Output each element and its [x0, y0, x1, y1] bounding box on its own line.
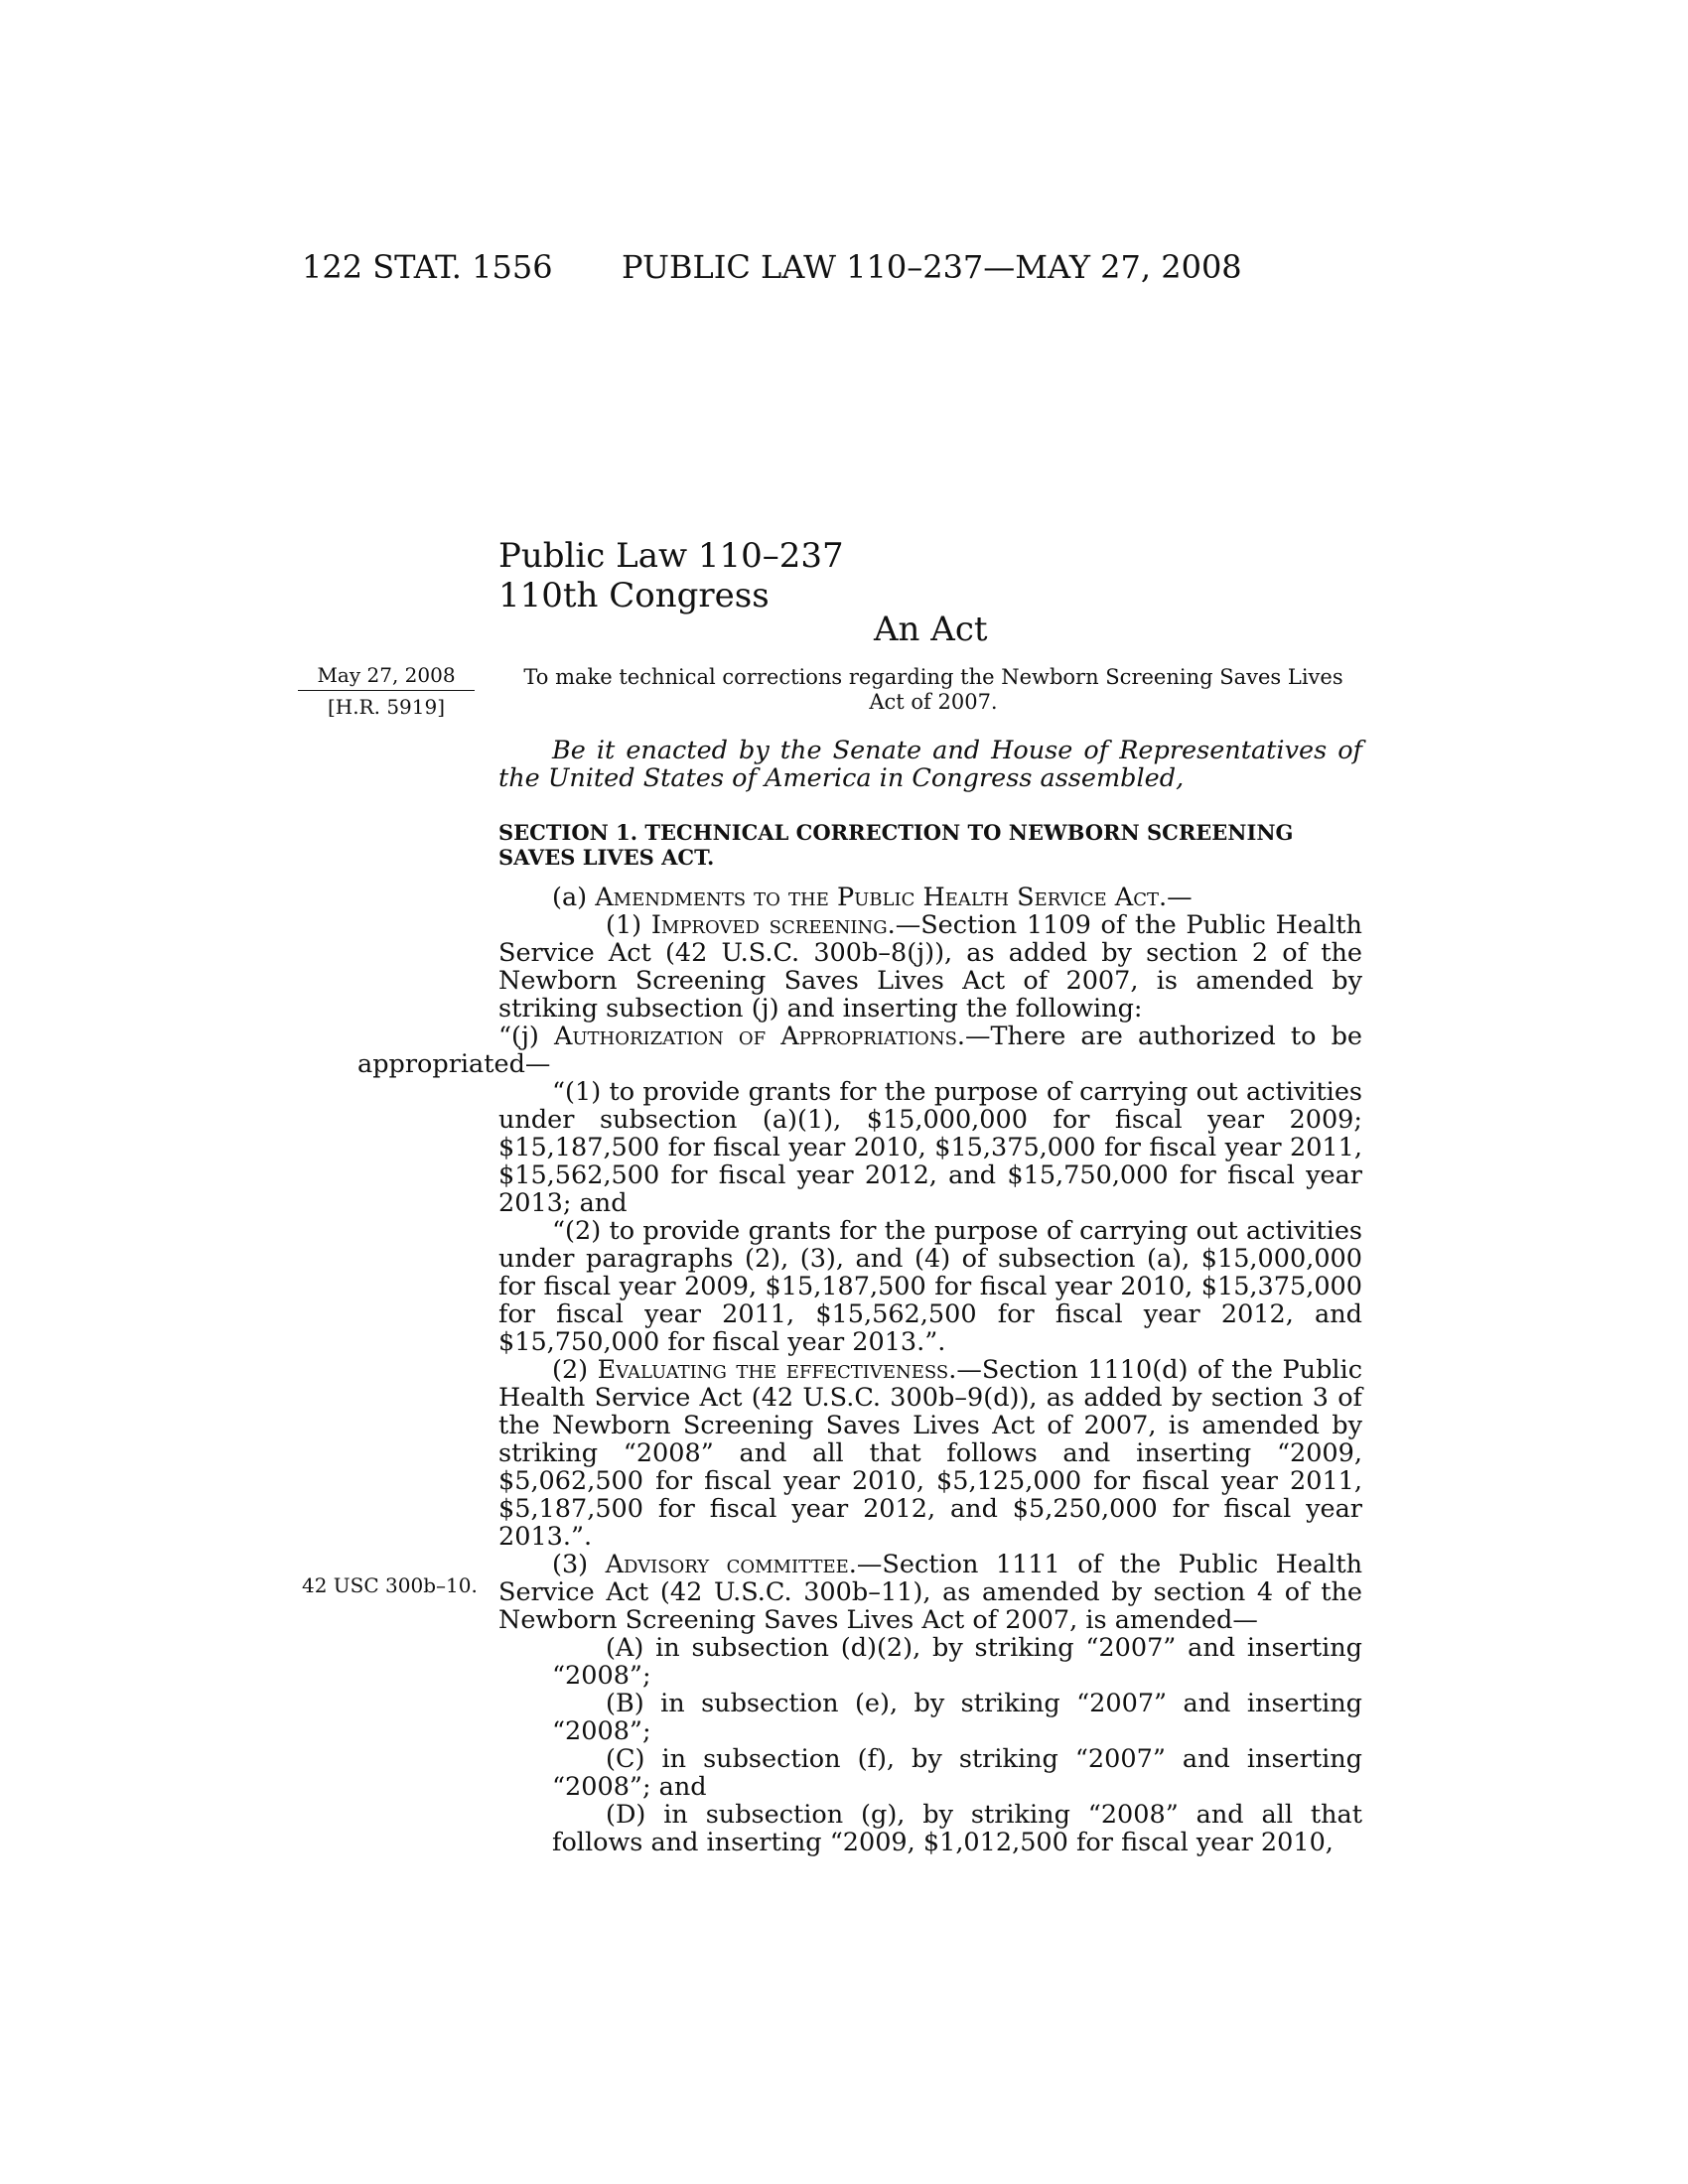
- paragraph-2-label: (2): [552, 1355, 598, 1385]
- subsection-a-heading: Amendments to the Public Health Service Act: [595, 883, 1159, 912]
- subsection-a: [498, 884, 1362, 911]
- subsection-j-text: .—There are authorized to be appropriated—: [357, 1022, 1362, 1079]
- paragraph-3-label: (3): [552, 1550, 606, 1579]
- subsection-j-label: “(j): [498, 1022, 554, 1051]
- subsection-j: [357, 1023, 1362, 1078]
- subparagraph-D: (D) in subsection (g), by striking “2008” and all that follows and inserting “2009, $1,012,500 for fiscal year 2010,: [552, 1800, 1362, 1857]
- subparagraph-A: (A) in subsection (d)(2), by striking “2007” and inserting “2008”;: [552, 1633, 1362, 1691]
- public-law-date: PUBLIC LAW 110–237—MAY 27, 2008: [622, 248, 1242, 286]
- enacting-clause: Be it enacted by the Senate and House of Representatives of the United States of America in Congress assembled,: [498, 736, 1362, 793]
- section-heading: [498, 820, 1362, 870]
- subsection-j-paragraph-1: “(1) to provide grants for the purpose of carrying out activities under subsection (a)(1), $15,000,000 for fiscal year 2009; $15,187,500 for fiscal year 2010, $15,375,000 for fiscal year 2011, $15,562,500 for fiscal year 2012, and $15,750,000 for fiscal year 2013; and: [498, 1077, 1362, 1218]
- margin-rule: [298, 690, 475, 691]
- section-number: SECTION 1.: [498, 820, 638, 845]
- act-heading: An Act: [874, 610, 988, 649]
- enactment-date: May 27, 2008: [317, 663, 456, 687]
- subsection-j-paragraph-2: “(2) to provide grants for the purpose of carrying out activities under paragraphs (2), (3), and (4) of subsection (a), $15,000,000 for fiscal year 2009, $15,187,500 for fiscal year 2010, $15,375,000 for fiscal year 2011, $15,562,500 for fiscal year 2012, and $15,750,000 for fiscal year 2013.”.: [498, 1216, 1362, 1357]
- subsection-a-label: (a): [552, 883, 596, 912]
- margin-date-note: [298, 663, 475, 719]
- paragraph-1-text: .—Section 1109 of the Public Health Service Act (42 U.S.C. 300b–8(j)), as added by section 2 of the Newborn Screening Saves Lives Act of 2007, is amended by striking subsection (j) and inserting the following:: [498, 910, 1362, 1024]
- paragraph-2-text: .—Section 1110(d) of the Public Health Service Act (42 U.S.C. 300b–9(d)), as added by section 3 of the Newborn Screening Saves Lives Act of 2007, is amended by striking “2008” and all that follows and inserting “2009, $5,062,500 for fiscal year 2010, $5,125,000 for fiscal year 2011, $5,187,500 for fiscal year 2012, and $5,250,000 for fiscal year 2013.”.: [498, 1355, 1362, 1552]
- margin-citation: 42 USC 300b–10.: [302, 1573, 478, 1597]
- subparagraph-B: (B) in subsection (e), by striking “2007” and inserting “2008”;: [552, 1689, 1362, 1746]
- public-law-number: Public Law 110–237: [498, 536, 844, 576]
- paragraph-1-heading: Improved screening: [650, 910, 888, 940]
- bill-number: [H.R. 5919]: [327, 695, 446, 719]
- paragraph-2-heading: Evaluating the effectiveness: [597, 1355, 949, 1385]
- subsection-a-dash: .—: [1158, 883, 1193, 912]
- subparagraph-C: (C) in subsection (f), by striking “2007” and inserting “2008”; and: [552, 1744, 1362, 1802]
- law-title-block: [498, 536, 844, 615]
- paragraph-1-label: (1): [606, 910, 651, 940]
- section-title: TECHNICAL CORRECTION TO NEWBORN SCREENING SAVES LIVES ACT.: [498, 820, 1294, 870]
- act-purpose: To make technical corrections regarding the Newborn Screening Saves Lives Act of 2007.: [523, 665, 1343, 714]
- paragraph-3: [498, 1551, 1362, 1634]
- subsection-j-heading: Authorization of Appropriations: [553, 1022, 957, 1051]
- paragraph-2: [498, 1356, 1362, 1551]
- paragraph-3-heading: Advisory committee: [605, 1550, 849, 1579]
- paragraph-1: [498, 911, 1362, 1023]
- congress-number: 110th Congress: [498, 576, 770, 615]
- statute-page-number: 122 STAT. 1556: [302, 248, 553, 286]
- paragraph-3-text: .—Section 1111 of the Public Health Service Act (42 U.S.C. 300b–11), as amended by section 4 of the Newborn Screening Saves Lives Act of 2007, is amended—: [498, 1550, 1362, 1635]
